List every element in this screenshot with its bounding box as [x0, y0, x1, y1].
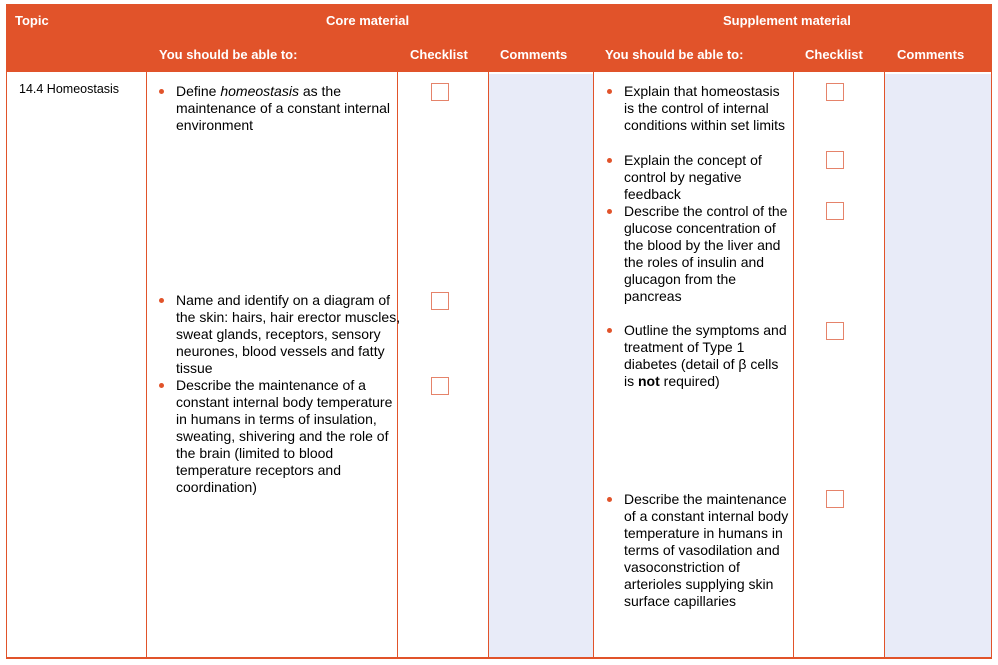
core-item-1-post: as the maintenance of a constant internal environment: [176, 83, 391, 133]
supp-checkbox-1[interactable]: [826, 83, 844, 101]
core-item-1-pre: Define: [176, 83, 221, 99]
header-supplement-material: Supplement material: [723, 13, 851, 28]
divider: [793, 72, 794, 659]
syllabus-table: [6, 4, 992, 659]
divider: [884, 72, 885, 659]
supp-checkbox-4[interactable]: [826, 322, 844, 340]
header-core-comments: Comments: [500, 47, 568, 62]
core-item-3: [156, 377, 401, 496]
supp-item-2: [604, 152, 792, 203]
bottom-border: [6, 657, 992, 659]
core-checkbox-2[interactable]: [431, 292, 449, 310]
header-core-checklist: Checklist: [410, 47, 468, 62]
supp-item-1: [604, 83, 792, 134]
header-supp-checklist: Checklist: [805, 47, 863, 62]
supp-item-5-text: Describe the maintenance of a constant internal body temperature in humans in terms of vasodilation and vasoconstriction of arterioles supplying skin surface capillaries: [624, 491, 789, 609]
core-checkbox-3[interactable]: [431, 377, 449, 395]
supp-item-4-pre: Outline the symptoms and treatment of Type 1 diabetes (detail of β cells is: [624, 322, 787, 389]
header-core-material: Core material: [326, 13, 410, 28]
supp-item-4-post: required): [659, 373, 720, 389]
table-header: [6, 4, 992, 72]
supp-item-2-text: Explain the concept of control by negative feedback: [624, 152, 762, 202]
core-item-3-text: Describe the maintenance of a constant internal body temperature in humans in terms of insulation, sweating, shivering and the role of the brain (limited to blood temperature receptors and coordination): [176, 377, 393, 495]
header-core-you-should: You should be able to:: [159, 47, 298, 62]
core-checkbox-1[interactable]: [431, 83, 449, 101]
topic-cell: 14.4 Homeostasis: [19, 82, 120, 96]
header-supp-you-should: You should be able to:: [605, 47, 744, 62]
supp-checkbox-3[interactable]: [826, 202, 844, 220]
header-topic: Topic: [15, 13, 49, 28]
core-item-1: [156, 83, 401, 134]
header-supp-comments: Comments: [897, 47, 965, 62]
core-item-2-text: Name and identify on a diagram of the skin: hairs, hair erector muscles, sweat glands, receptors, sensory neurones, blood vessels and fatty tissue: [176, 292, 401, 376]
divider: [593, 72, 594, 659]
core-item-1-term: homeostasis: [220, 83, 299, 99]
supp-item-3: [604, 203, 792, 305]
divider: [6, 72, 7, 659]
supp-checkbox-5[interactable]: [826, 490, 844, 508]
supp-checkbox-2[interactable]: [826, 151, 844, 169]
supp-item-3-text: Describe the control of the glucose concentration of the blood by the liver and the roles of insulin and glucagon from the pancreas: [624, 203, 788, 304]
supp-item-5: [604, 491, 792, 610]
core-comments-cell[interactable]: [489, 74, 593, 659]
supp-item-4-emphasis: not: [638, 373, 660, 389]
divider: [146, 72, 147, 659]
supp-item-1-text: Explain that homeostasis is the control of internal conditions within set limits: [624, 83, 786, 133]
divider: [488, 72, 489, 659]
supp-item-4: [604, 322, 792, 390]
supp-comments-cell[interactable]: [885, 74, 992, 659]
core-item-2: [156, 292, 401, 377]
divider: [991, 72, 992, 659]
